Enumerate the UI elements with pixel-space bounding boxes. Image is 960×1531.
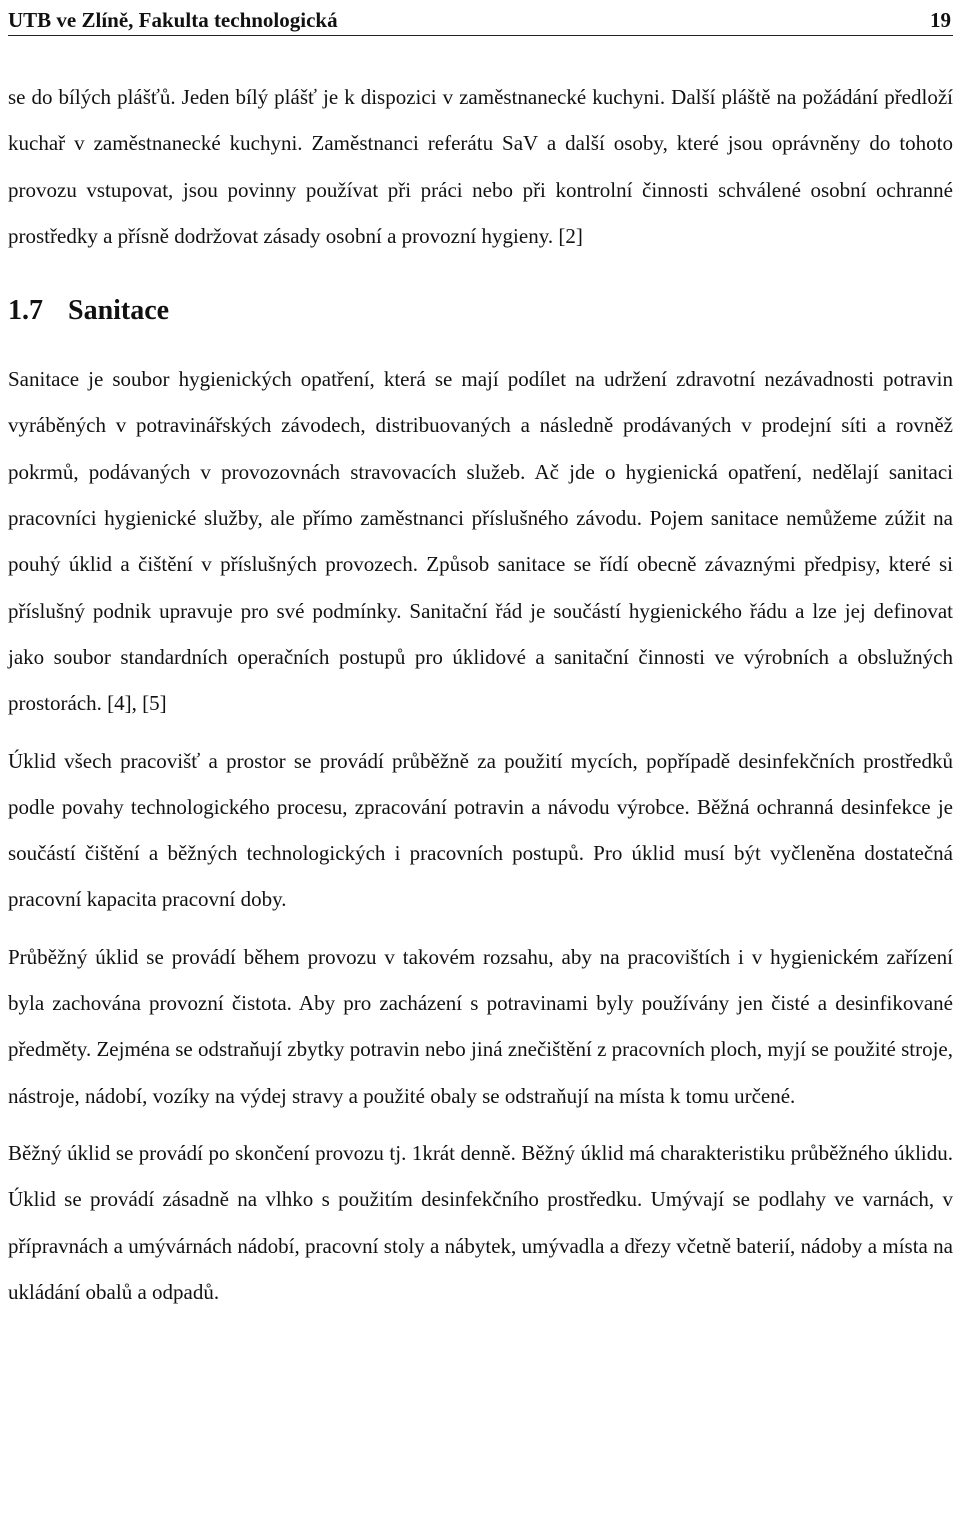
header-title: UTB ve Zlíně, Fakulta technologická — [8, 8, 338, 32]
section-heading — [8, 293, 953, 329]
paragraph-continuous-cleaning: Průběžný úklid se provádí během provozu v takovém rozsahu, aby na pracovištích i v hygienickém zařízení byla zachována provozní čistota. Aby pro zacházení s potravinami byly používány jen čisté a desinfikované předměty. Zejména se odstraňují zbytky potravin nebo jiná znečištění z pracovních ploch, myjí se použité stroje, nástroje, nádobí, vozíky na výdej stravy a použité obaly se odstraňují na místa k tomu určené. — [8, 944, 953, 1108]
page-number: 19 — [930, 8, 951, 32]
paragraph-cleaning-workplaces: Úklid všech pracovišť a prostor se provádí průběžně za použití mycích, popřípadě desinfekčních prostředků podle povahy technologického procesu, zpracování potravin a návodu výrobce. Běžná ochranná desinfekce je součástí čištění a běžných technologických i pracovních postupů. Pro úklid musí být vyčleněna dostatečná pracovní kapacita pracovní doby. — [8, 748, 953, 912]
section-number: 1.7 — [8, 295, 43, 327]
section-title: Sanitace — [68, 295, 170, 327]
paragraph-continued: se do bílých plášťů. Jeden bílý plášť je k dispozici v zaměstnanecké kuchyni. Další pláště na požádání předloží kuchař v zaměstnanecké kuchyni. Zaměstnanci referátu SaV a další osoby, které jsou oprávněny do tohoto provozu vstupovat, jsou povinny používat při práci nebo při kontrolní činnosti schválené osobní ochranné prostředky a přísně dodržovat zásady osobní a provozní hygieny. [2] — [8, 85, 953, 248]
document-page — [8, 0, 953, 1315]
paragraph-daily-cleaning: Běžný úklid se provádí po skončení provozu tj. 1krát denně. Běžný úklid má charakteristiku průběžného úklidu. Úklid se provádí zásadně na vlhko s použitím desinfekčního prostředku. Umývají se podlahy ve varnách, v přípravnách a umývárnách nádobí, pracovní stoly a nábytek, umývadla a dřezy včetně baterií, nádoby a místa na ukládání obalů a odpadů. — [8, 1140, 953, 1304]
running-header — [8, 0, 953, 36]
paragraph-sanitace-definition: Sanitace je soubor hygienických opatření, která se mají podílet na udržení zdravotní nezávadnosti potravin vyráběných v potravinářských závodech, distribuovaných a následně prodávaných v prodejní síti a rovněž pokrmů, podávaných v provozovnách stravovacích služeb. Ač jde o hygienická opatření, nedělají sanitaci pracovníci hygienické služby, ale přímo zaměstnanci příslušného závodu. Pojem sanitace nemůžeme zúžit na pouhý úklid a čištění v příslušných provozech. Způsob sanitace se řídí obecně závaznými předpisy, které si příslušný podnik upravuje pro své podmínky. Sanitační řád je součástí hygienického řádu a lze jej definovat jako soubor standardních operačních postupů pro úklidové a sanitační činnosti ve výrobních a obslužných prostorách. [4], [5] — [8, 367, 953, 716]
